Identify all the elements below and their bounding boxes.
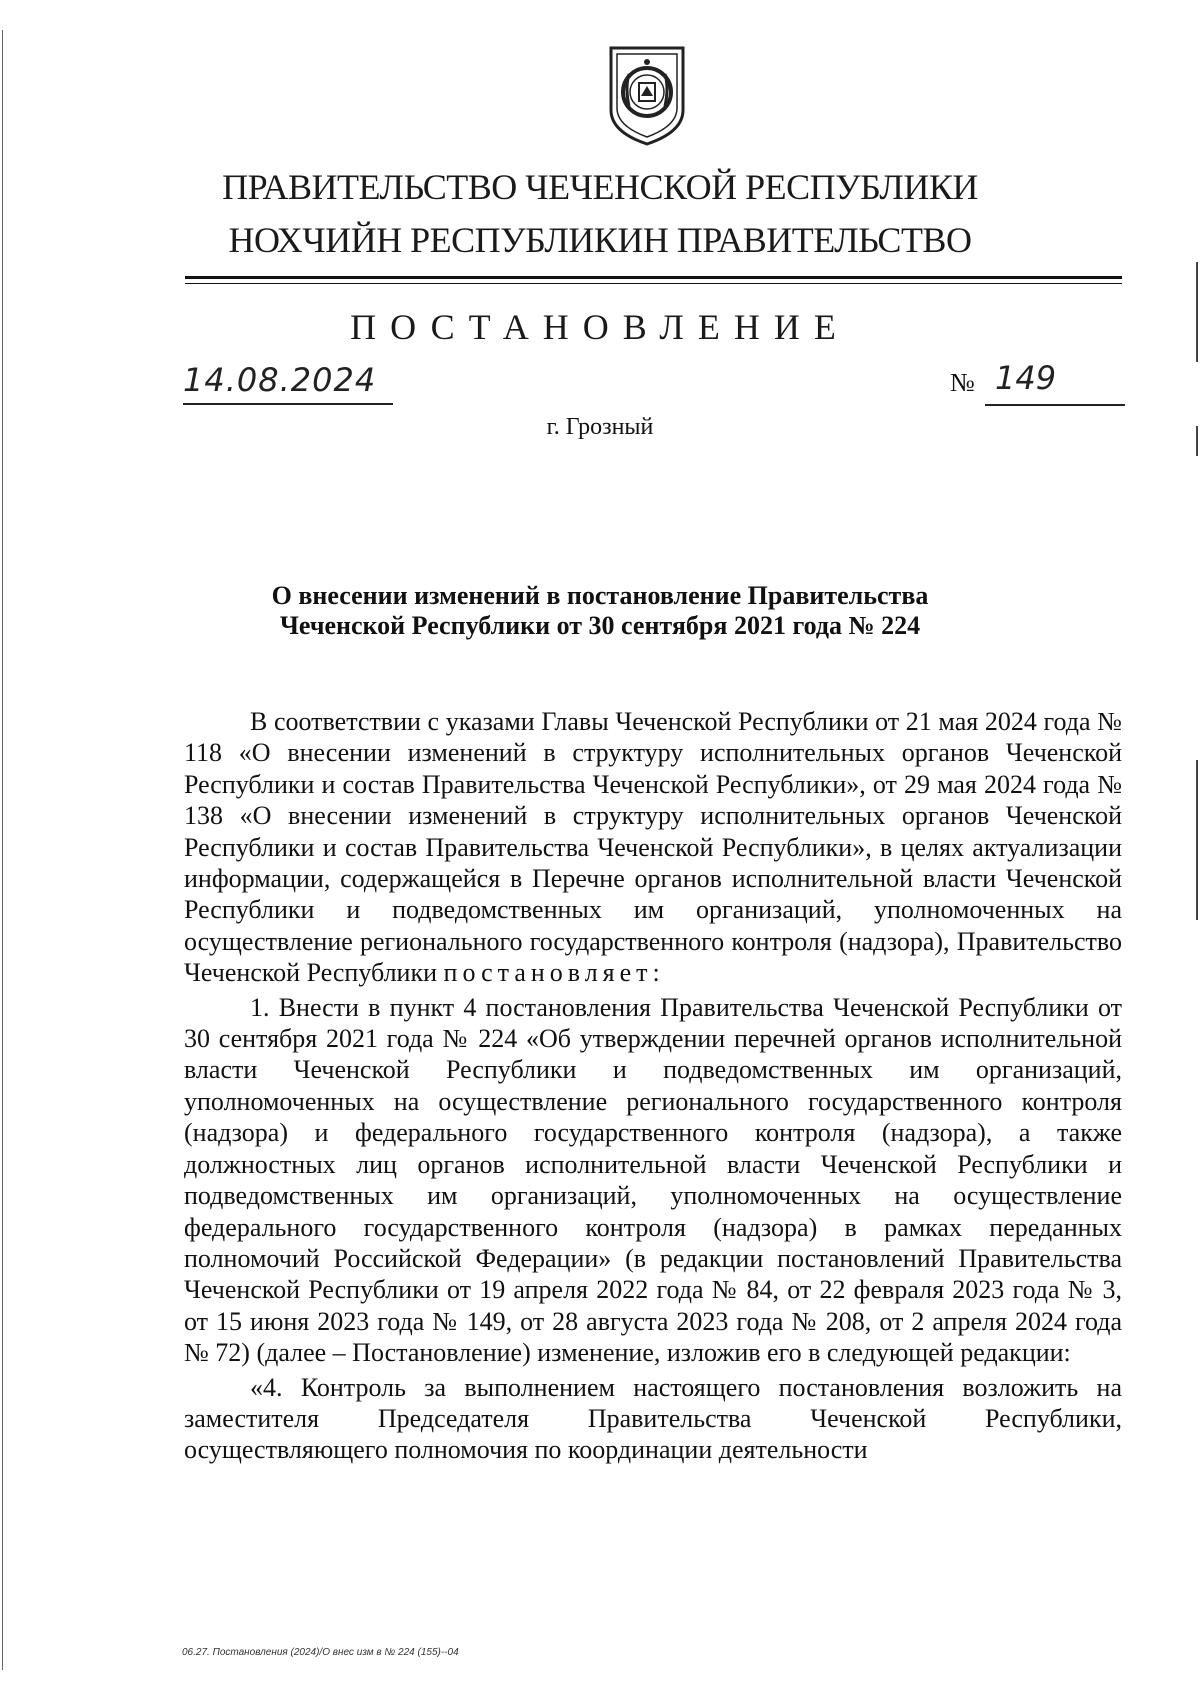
decree-body: [184, 706, 1122, 1466]
government-title-ru: ПРАВИТЕЛЬСТВО ЧЕЧЕНСКОЙ РЕСПУБЛИКИ: [222, 167, 978, 207]
scan-edge-right-mark: [1196, 760, 1198, 920]
decree-number-label: №: [950, 368, 975, 397]
header-divider-thick: [185, 276, 1122, 279]
decree-date: 14.08.2024: [183, 361, 377, 399]
preamble-text: В соответствии с указами Главы Чеченской Республики от 21 мая 2024 года № 118 «О внесении изменений в структуру исполнительных органов Чеченской Республики и состав Правительства Чеченской Республики», от 29 мая 2024 года № 138 «О внесении изменений в структуру исполнительных органов Чеченской Республики и состав Правительства Чеченской Республики», в целях актуализации информации, содержащейся в Перечне органов исполнительной власти Чеченской Республики и подведомственных им организаций, уполномоченных на осуществление регионального государственного контроля (надзора), Правительство Чеченской Республики: [184, 707, 1122, 988]
item-1-paragraph: 1. Внести в пункт 4 постановления Правительства Чеченской Республики от 30 сентября 2021 года № 224 «Об утверждении перечней органов исполнительной власти Чеченской Республики и подведомственных им организаций, уполномоченных на осуществление регионального государственного контроля (надзора) и федерального государственного контроля (надзора), а также должностных лиц органов исполнительной власти Чеченской Республики и подведомственных им организаций, уполномоченных на осуществление федерального государственного контроля (надзора) в рамках переданных полномочий Российской Федерации» (в редакции постановлений Правительства Чеченской Республики от 19 апреля 2022 года № 84, от 22 февраля 2023 года № 3, от 15 июня 2023 года № 149, от 28 августа 2023 года № 208, от 2 апреля 2024 года № 72) (далее – Постановление) изменение, изложив его в следующей редакции:: [184, 992, 1122, 1368]
header-divider-thin: [185, 283, 1122, 284]
resolution-word: постановляет:: [443, 958, 665, 988]
item-4-paragraph: «4. Контроль за выполнением настоящего постановления возложить на заместителя Председателя Правительства Чеченской Республики, осуществляющего полномочия по координации деятельности: [184, 1372, 1122, 1465]
decree-subject: [0, 581, 1200, 641]
government-title-ce: НОХЧИЙН РЕСПУБЛИКИН ПРАВИТЕЛЬСТВО: [228, 220, 972, 260]
subject-line: О внесении изменений в постановление Правительства: [271, 581, 929, 610]
preamble-paragraph: [184, 706, 1122, 989]
document-type-title: ПОСТАНОВЛЕНИЕ: [350, 307, 850, 347]
file-reference: 06.27. Постановления (2024)/О внес изм в № 224 (155)--04: [182, 1647, 459, 1658]
subject-line: Чеченской Республики от 30 сентября 2021 года № 224: [279, 611, 921, 640]
decree-number: 149: [995, 359, 1057, 397]
scan-edge-left: [2, 30, 3, 1670]
chechen-republic-emblem-icon: [607, 44, 687, 148]
number-underline: [985, 404, 1125, 406]
decree-city: г. Грозный: [546, 414, 654, 440]
date-underline: [183, 403, 393, 405]
